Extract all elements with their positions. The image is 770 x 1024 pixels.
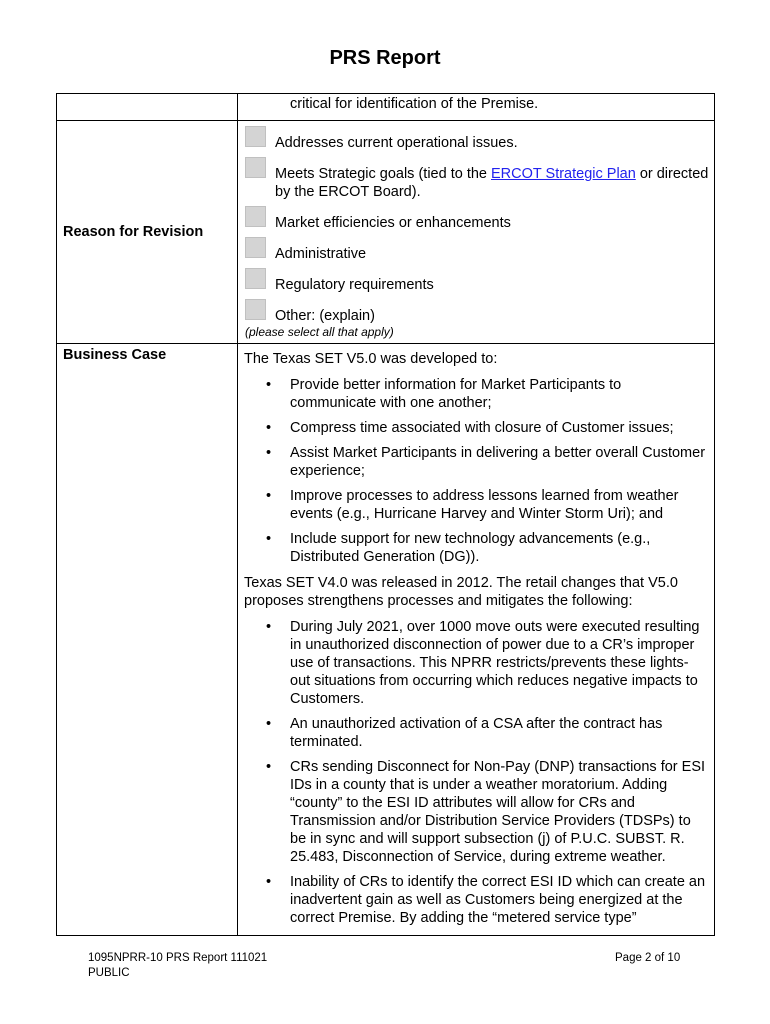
option-regulatory[interactable]: Regulatory requirements xyxy=(238,268,714,294)
goals-list xyxy=(244,376,708,566)
list-item: • During July 2021, over 1000 move outs were executed resulting in unauthorized disconnection of power due to a CR’s improper use of transactions. This NPRR restricts/prevents these lights-out situations from occurring which reduces negative impacts to Customers. xyxy=(244,618,708,708)
intro-text: The Texas SET V5.0 was developed to: xyxy=(244,351,498,367)
checkbox[interactable] xyxy=(245,268,266,289)
reason-label: Reason for Revision xyxy=(63,224,204,240)
classification: PUBLIC xyxy=(88,967,130,979)
option-market-efficiencies[interactable]: Market efficiencies or enhancements xyxy=(238,206,714,232)
page-number: Page 2 of 10 xyxy=(615,952,681,964)
list-item: • Inability of CRs to identify the correct ESI ID which can create an inadvertent gain as well as Customers being energized at the correct Premise. By adding the “metered service type” xyxy=(244,873,708,927)
checkbox[interactable] xyxy=(245,206,266,227)
checkbox[interactable] xyxy=(245,126,266,147)
select-note: (please select all that apply) xyxy=(245,325,394,339)
paragraph: Texas SET V4.0 was released in 2012. The retail changes that V5.0 proposes strengthens processes and mitigates the following: xyxy=(244,575,678,609)
list-item: • Include support for new technology advancements (e.g., Distributed Generation (DG)). xyxy=(244,530,708,566)
list-item: • An unauthorized activation of a CSA after the contract has terminated. xyxy=(244,715,708,751)
checkbox[interactable] xyxy=(245,299,266,320)
business-case-label: Business Case xyxy=(63,347,167,363)
checkbox[interactable] xyxy=(245,237,266,258)
footer-left xyxy=(88,951,267,981)
prs-report-table xyxy=(56,93,715,936)
issues-list xyxy=(244,618,708,927)
document-id: 1095NPRR-10 PRS Report 111021 xyxy=(88,952,268,964)
table-row-business-case xyxy=(57,344,715,936)
page-title: PRS Report xyxy=(329,47,441,69)
list-item: • Provide better information for Market Participants to communicate with one another; xyxy=(244,376,708,412)
option-other[interactable]: Other: (explain) xyxy=(238,299,714,325)
table-row-reason xyxy=(57,121,715,344)
option-administrative[interactable]: Administrative xyxy=(238,237,714,263)
list-item: • Improve processes to address lessons learned from weather events (e.g., Hurricane Harvey and Winter Storm Uri); and xyxy=(244,487,708,523)
empty-cell xyxy=(57,94,238,121)
option-strategic[interactable]: Meets Strategic goals (tied to the ERCOT Strategic Plan or directed by the ERCOT Board). xyxy=(238,157,714,201)
list-item: • CRs sending Disconnect for Non-Pay (DNP) transactions for ESI IDs in a county that is under a weather moratorium. Adding “county” to the ESI ID attributes will allow for CRs and Transmission and/or Distribution Service Providers (TDSPs) to be in sync and will support subsection (j) of P.U.C. SUBST. R. 25.483, Disconnection of Service, during extreme weather. xyxy=(244,758,708,866)
checkbox[interactable] xyxy=(245,157,266,178)
list-item: • Assist Market Participants in delivering a better overall Customer experience; xyxy=(244,444,708,480)
list-item: • Compress time associated with closure of Customer issues; xyxy=(244,419,708,437)
continued-text: critical for identification of the Premise. xyxy=(290,96,539,112)
option-operational[interactable]: Addresses current operational issues. xyxy=(238,126,714,152)
ercot-strategic-plan-link[interactable]: ERCOT Strategic Plan xyxy=(491,166,636,182)
table-row xyxy=(57,94,715,121)
